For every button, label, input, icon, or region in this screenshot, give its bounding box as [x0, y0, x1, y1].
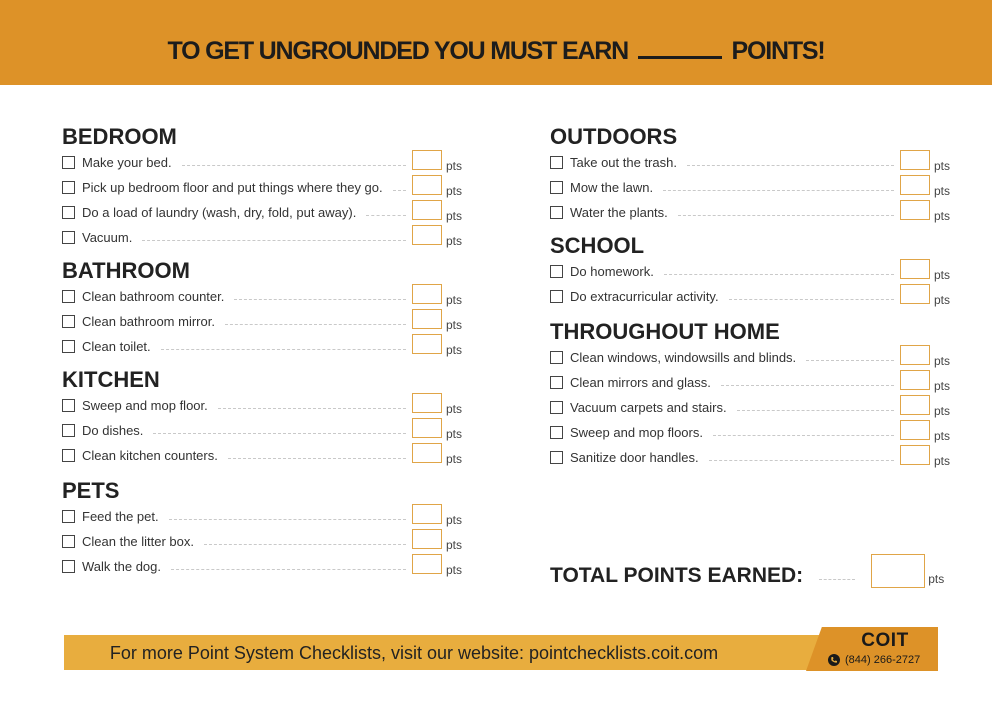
points-input-box[interactable] [412, 504, 442, 524]
dotted-leader [366, 215, 406, 216]
dotted-leader [729, 299, 894, 300]
pts-label: pts [933, 158, 950, 173]
pts-label: pts [928, 572, 945, 586]
brand-phone-row [828, 652, 920, 668]
points-input-box[interactable] [900, 345, 930, 365]
task-label: Clean the litter box. [82, 534, 195, 549]
task-row [550, 259, 950, 284]
task-label: Water the plants. [570, 205, 668, 220]
task-label: Walk the dog. [82, 559, 162, 574]
task-checkbox[interactable] [550, 376, 563, 389]
task-row [550, 284, 950, 309]
dotted-leader [713, 435, 894, 436]
dotted-leader [234, 299, 406, 300]
points-input-box[interactable] [412, 443, 442, 463]
dotted-leader [204, 544, 406, 545]
pts-label: pts [933, 208, 950, 223]
dotted-leader [142, 240, 406, 241]
pts-label: pts [933, 378, 950, 393]
task-checkbox[interactable] [62, 231, 75, 244]
section-title-bathroom: BATHROOM [62, 258, 190, 283]
section-title-bedroom: BEDROOM [62, 124, 177, 149]
pts-label: pts [445, 317, 462, 332]
points-input-box[interactable] [412, 393, 442, 413]
task-label: Sweep and mop floors. [570, 425, 703, 440]
pts-label: pts [445, 233, 462, 248]
pts-label: pts [933, 428, 950, 443]
task-checkbox[interactable] [62, 206, 75, 219]
dotted-leader [721, 385, 894, 386]
task-label: Clean kitchen counters. [82, 448, 218, 463]
pts-label: pts [933, 292, 950, 307]
dotted-leader [228, 458, 406, 459]
points-input-box[interactable] [412, 529, 442, 549]
right-column [550, 124, 950, 470]
left-column [62, 124, 462, 579]
task-checkbox[interactable] [550, 181, 563, 194]
points-input-box[interactable] [900, 420, 930, 440]
task-checkbox[interactable] [62, 449, 75, 462]
points-input-box[interactable] [900, 150, 930, 170]
section-title-throughout-home: THROUGHOUT HOME [550, 319, 780, 344]
total-points-label: TOTAL POINTS EARNED: [550, 564, 804, 587]
task-label: Pick up bedroom floor and put things where they go. [82, 180, 383, 195]
dotted-leader [169, 519, 406, 520]
dotted-leader [171, 569, 406, 570]
task-label: Clean toilet. [82, 339, 151, 354]
pts-label: pts [445, 401, 462, 416]
task-checkbox[interactable] [550, 290, 563, 303]
dotted-leader [153, 433, 406, 434]
task-label: Mow the lawn. [570, 180, 654, 195]
task-row [550, 175, 950, 200]
task-label: Sanitize door handles. [570, 450, 699, 465]
task-checkbox[interactable] [550, 156, 563, 169]
dotted-leader [161, 349, 406, 350]
points-input-box[interactable] [412, 200, 442, 220]
task-checkbox[interactable] [550, 265, 563, 278]
task-label: Clean mirrors and glass. [570, 375, 711, 390]
task-checkbox[interactable] [62, 535, 75, 548]
task-row [62, 334, 462, 359]
points-input-box[interactable] [900, 284, 930, 304]
pts-label: pts [445, 342, 462, 357]
task-label: Vacuum carpets and stairs. [570, 400, 727, 415]
points-input-box[interactable] [412, 309, 442, 329]
pts-label: pts [445, 562, 462, 577]
points-goal-blank[interactable] [638, 36, 722, 59]
phone-icon [828, 654, 840, 666]
task-checkbox[interactable] [550, 451, 563, 464]
task-label: Do extracurricular activity. [570, 289, 719, 304]
dotted-leader [737, 410, 894, 411]
pts-label: pts [933, 183, 950, 198]
points-input-box[interactable] [900, 200, 930, 220]
task-checkbox[interactable] [62, 560, 75, 573]
task-checkbox[interactable] [550, 351, 563, 364]
task-row [550, 200, 950, 225]
task-checkbox[interactable] [62, 340, 75, 353]
dotted-leader [687, 165, 894, 166]
dotted-leader [225, 324, 406, 325]
task-row [550, 395, 950, 420]
points-input-box[interactable] [900, 370, 930, 390]
task-label: Feed the pet. [82, 509, 159, 524]
section-title-pets: PETS [62, 478, 120, 503]
section-title-kitchen: KITCHEN [62, 367, 160, 392]
section-title-outdoors: OUTDOORS [550, 124, 678, 149]
section-title-school: SCHOOL [550, 233, 645, 258]
task-row [62, 200, 462, 225]
total-points-row [550, 548, 950, 588]
task-row [62, 554, 462, 579]
dotted-leader [678, 215, 894, 216]
pts-label: pts [445, 426, 462, 441]
task-checkbox[interactable] [550, 401, 563, 414]
points-input-box[interactable] [412, 225, 442, 245]
task-label: Do dishes. [82, 423, 144, 438]
pts-label: pts [445, 158, 462, 173]
task-label: Clean windows, windowsills and blinds. [570, 350, 797, 365]
points-input-box[interactable] [900, 259, 930, 279]
points-input-box[interactable] [900, 445, 930, 465]
points-input-box[interactable] [412, 554, 442, 574]
points-input-box[interactable] [412, 150, 442, 170]
task-checkbox[interactable] [62, 315, 75, 328]
pts-label: pts [933, 353, 950, 368]
dotted-leader [664, 274, 894, 275]
pts-label: pts [445, 208, 462, 223]
task-row [62, 150, 462, 175]
task-checkbox[interactable] [62, 399, 75, 412]
task-label: Do homework. [570, 264, 654, 279]
task-row [62, 393, 462, 418]
pts-label: pts [933, 267, 950, 282]
task-row [550, 370, 950, 395]
dotted-leader [182, 165, 406, 166]
task-label: Make your bed. [82, 155, 172, 170]
dotted-leader [709, 460, 894, 461]
task-checkbox[interactable] [62, 290, 75, 303]
task-row [62, 284, 462, 309]
dotted-leader [806, 360, 894, 361]
footer-website-text: For more Point System Checklists, visit our website: pointchecklists.coit.com [109, 643, 719, 663]
title-text-after: POINTS! [731, 37, 825, 65]
task-checkbox[interactable] [62, 424, 75, 437]
task-checkbox[interactable] [62, 510, 75, 523]
pts-label: pts [933, 403, 950, 418]
task-row [62, 529, 462, 554]
points-input-box[interactable] [412, 334, 442, 354]
task-row [62, 418, 462, 443]
task-row [62, 309, 462, 334]
task-label: Sweep and mop floor. [82, 398, 208, 413]
task-row [62, 175, 462, 200]
task-checkbox[interactable] [62, 156, 75, 169]
points-input-box[interactable] [412, 284, 442, 304]
pts-label: pts [933, 453, 950, 468]
pts-label: pts [445, 183, 462, 198]
task-row [550, 150, 950, 175]
points-input-box[interactable] [900, 395, 930, 415]
brand-logo: COIT [861, 630, 909, 651]
pts-label: pts [445, 451, 462, 466]
dotted-leader [218, 408, 406, 409]
points-input-box[interactable] [412, 418, 442, 438]
task-row [550, 345, 950, 370]
dotted-leader [663, 190, 894, 191]
task-label: Clean bathroom mirror. [82, 314, 215, 329]
task-row [550, 445, 950, 470]
task-checkbox[interactable] [550, 426, 563, 439]
points-input-box[interactable] [412, 175, 442, 195]
task-row [62, 443, 462, 468]
pts-label: pts [445, 512, 462, 527]
pts-label: pts [445, 292, 462, 307]
page-title [0, 36, 992, 66]
task-checkbox[interactable] [62, 181, 75, 194]
total-points-input-box[interactable] [871, 554, 925, 588]
points-input-box[interactable] [900, 175, 930, 195]
task-label: Clean bathroom counter. [82, 289, 225, 304]
pts-label: pts [445, 537, 462, 552]
dotted-leader [819, 579, 855, 580]
task-checkbox[interactable] [550, 206, 563, 219]
title-text-before: TO GET UNGROUNDED YOU MUST EARN [167, 37, 629, 65]
task-label: Vacuum. [82, 230, 133, 245]
task-row [62, 504, 462, 529]
task-row [550, 420, 950, 445]
task-row [62, 225, 462, 250]
brand-phone-number: (844) 266-2727 [845, 654, 921, 666]
task-label: Do a load of laundry (wash, dry, fold, put away). [82, 205, 357, 220]
task-label: Take out the trash. [570, 155, 677, 170]
dotted-leader [393, 190, 406, 191]
